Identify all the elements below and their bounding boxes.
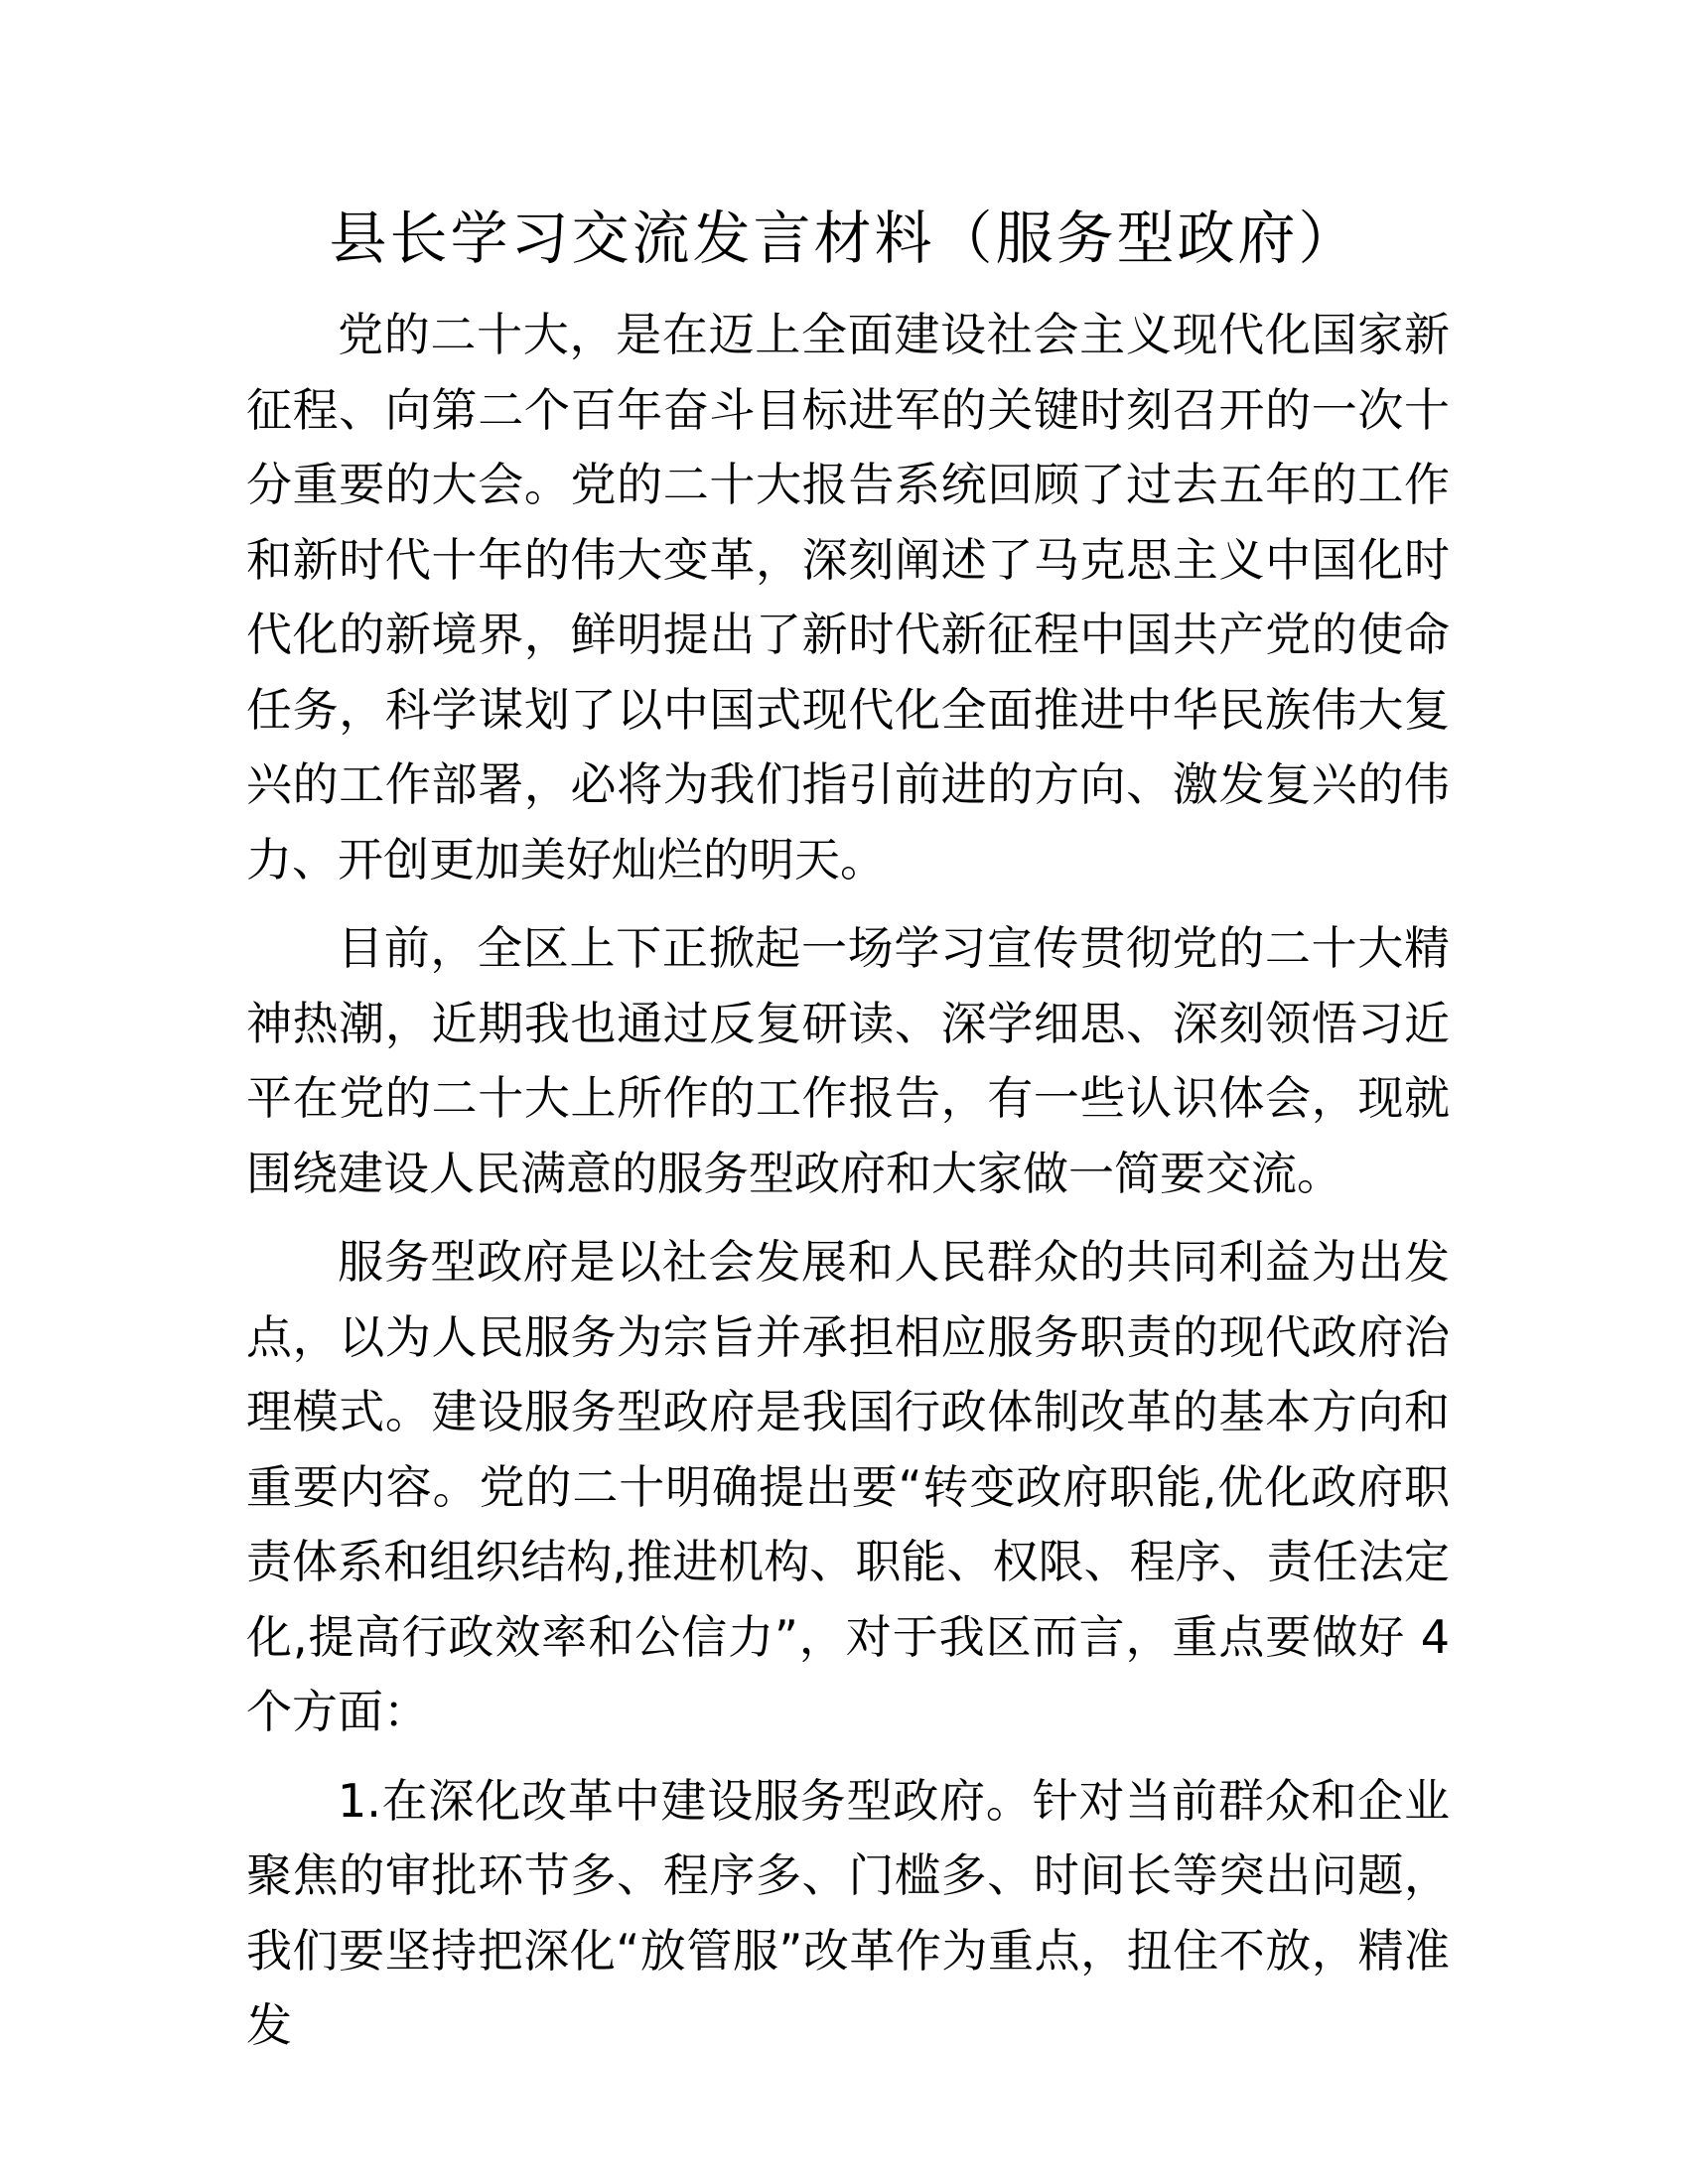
paragraph-point-1: 1.在深化改革中建设服务型政府。针对当前群众和企业聚焦的审批环节多、程序多、门槛多、时间长等突出问题，我们要坚持把深化“放管服”改革作为重点，扭住不放，精准发 bbox=[246, 1773, 1450, 2052]
document-title: 县长学习交流发言材料（服务型政府） bbox=[329, 205, 1359, 272]
paragraph-study: 目前，全区上下正掀起一场学习宣传贯彻党的二十大精神热潮，近期我也通过反复研读、深学细思、深刻领悟习近平在党的二十大上所作的工作报告，有一些认识体会，现就围绕建设人民满意的服务型政府和大家做一简要交流。 bbox=[246, 921, 1450, 1200]
document-body bbox=[246, 298, 1450, 2078]
paragraph-intro: 党的二十大，是在迈上全面建设社会主义现代化国家新征程、向第二个百年奋斗目标进军的关键时刻召开的一次十分重要的大会。党的二十大报告系统回顾了过去五年的工作和新时代十年的伟大变革，深刻阐述了马克思主义中国化时代化的新境界，鲜明提出了新时代新征程中国共产党的使命任务，科学谋划了以中国式现代化全面推进中华民族伟大复兴的工作部署，必将为我们指引前进的方向、激发复兴的伟力、开创更加美好灿烂的明天。 bbox=[246, 308, 1450, 887]
paragraph-service-government: 服务型政府是以社会发展和人民群众的共同利益为出发点，以为人民服务为宗旨并承担相应服务职责的现代政府治理模式。建设服务型政府是我国行政体制改革的基本方向和重要内容。党的二十明确提出要“转变政府职能,优化政府职责体系和组织结构,推进机构、职能、权限、程序、责任法定化,提高行政效率和公信力”，对于我区而言，重点要做好 4 个方面： bbox=[246, 1235, 1450, 1738]
